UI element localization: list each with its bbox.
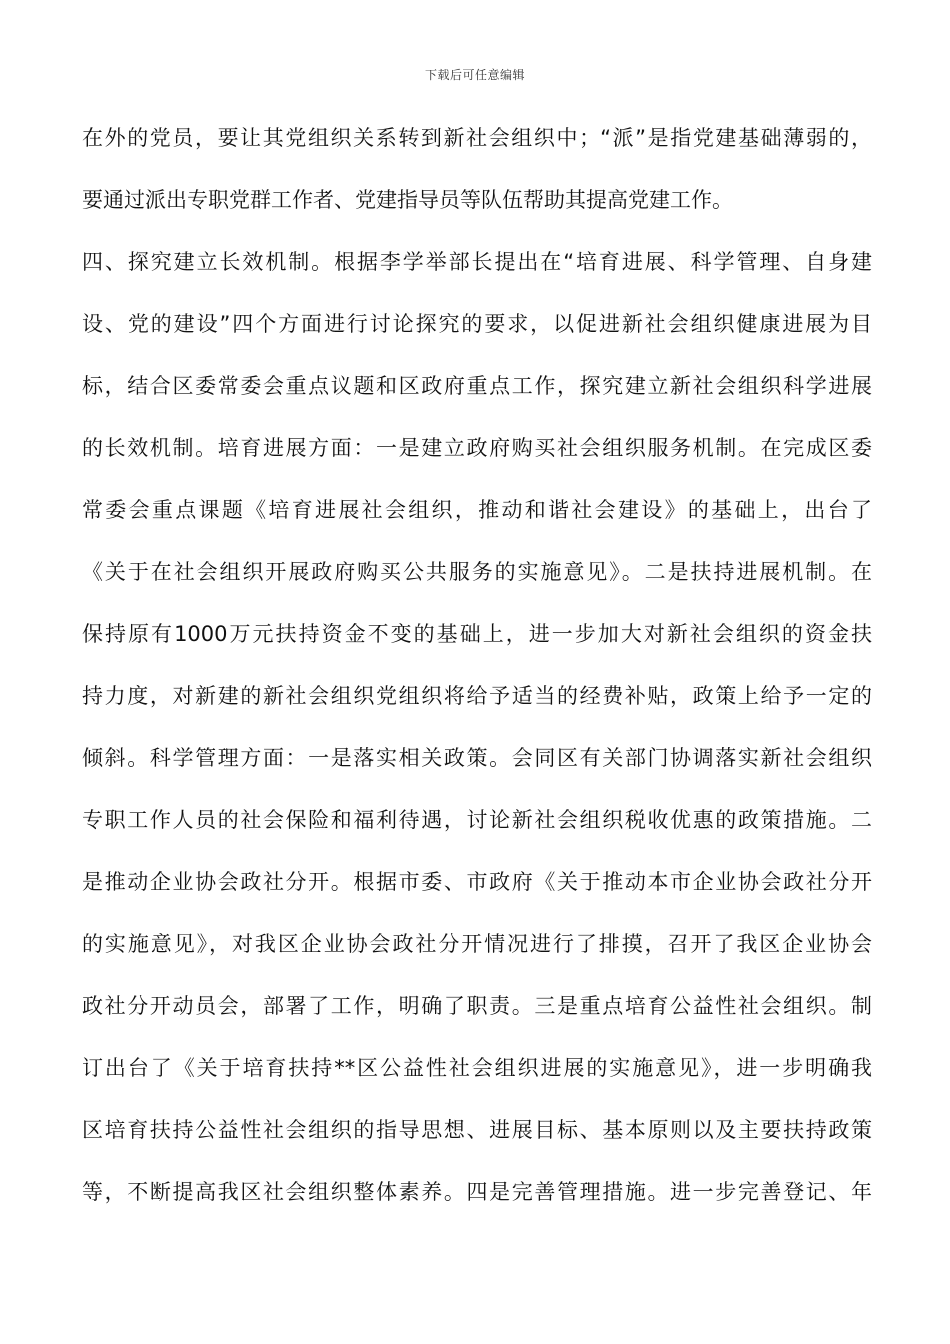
text-line: 的实施意见》，对我区企业协会政社分开情况进行了排摸，召开了我区企业协会 xyxy=(82,932,872,956)
text-line: 在外的党员，要让其党组织关系转到新社会组织中；“派”是指党建基础薄弱的， xyxy=(82,126,872,150)
text-line: 专职工作人员的社会保险和福利待遇，讨论新社会组织税收优惠的政策措施。二 xyxy=(82,808,872,832)
text-line: 等，不断提高我区社会组织整体素养。四是完善管理措施。进一步完善登记、年 xyxy=(82,1180,872,1204)
text-line: 常委会重点课题《培育进展社会组织，推动和谐社会建设》的基础上，出台了 xyxy=(82,498,872,522)
page-header: 下载后可任意编辑 xyxy=(424,68,525,82)
text-line: 倾斜。科学管理方面：一是落实相关政策。会同区有关部门协调落实新社会组织 xyxy=(82,746,872,770)
text-line: 是推动企业协会政社分开。根据市委、市政府《关于推动本市企业协会政社分开 xyxy=(82,870,872,894)
text-line: 区培育扶持公益性社会组织的指导思想、进展目标、基本原则以及主要扶持政策 xyxy=(82,1118,872,1142)
text-line: 的长效机制。培育进展方面：一是建立政府购买社会组织服务机制。在完成区委 xyxy=(82,436,872,460)
body-text xyxy=(82,118,872,1234)
text-line: 《关于在社会组织开展政府购买公共服务的实施意见》。二是扶持进展机制。在 xyxy=(82,560,872,584)
text-line: 要通过派出专职党群工作者、党建指导员等队伍帮助其提高党建工作。 xyxy=(82,188,733,212)
text-line: 政社分开动员会，部署了工作，明确了职责。三是重点培育公益性社会组织。制 xyxy=(82,994,872,1018)
text-line: 标，结合区委常委会重点议题和区政府重点工作，探究建立新社会组织科学进展 xyxy=(82,374,872,398)
text-line: 订出台了《关于培育扶持**区公益性社会组织进展的实施意见》，进一步明确我 xyxy=(82,1056,872,1080)
text-line: 保持原有1000万元扶持资金不变的基础上，进一步加大对新社会组织的资金扶 xyxy=(82,622,872,646)
text-line: 持力度，对新建的新社会组织党组织将给予适当的经费补贴，政策上给予一定的 xyxy=(82,684,872,708)
text-line: 四、探究建立长效机制。根据李学举部长提出在“培育进展、科学管理、自身建 xyxy=(82,250,872,274)
text-line: 设、党的建设”四个方面进行讨论探究的要求，以促进新社会组织健康进展为目 xyxy=(82,312,872,336)
